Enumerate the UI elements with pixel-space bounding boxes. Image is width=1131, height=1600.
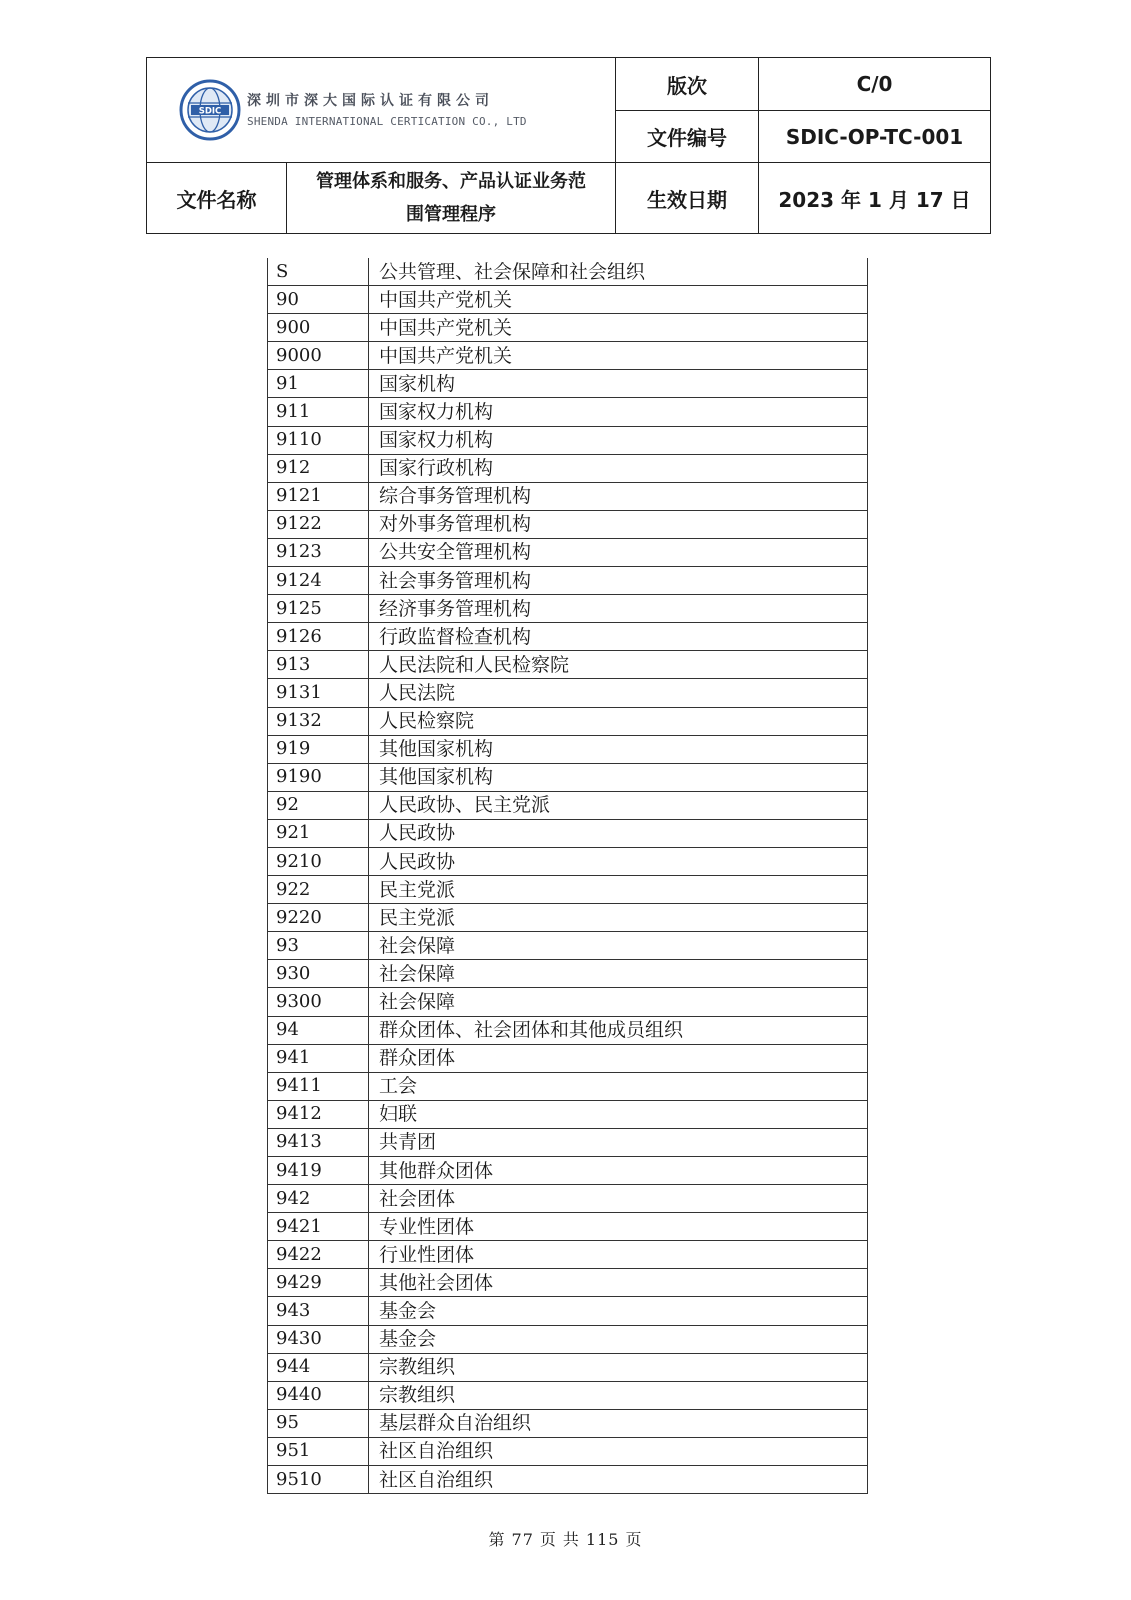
table-row: [268, 1044, 868, 1072]
table-row: [268, 1016, 868, 1044]
industry-code-cell: 919: [268, 735, 369, 763]
table-row: [268, 314, 868, 342]
industry-code-cell: 943: [268, 1297, 369, 1325]
industry-name-cell: 经济事务管理机构: [369, 595, 868, 623]
industry-name-cell: 国家权力机构: [369, 426, 868, 454]
industry-code-cell: 9413: [268, 1128, 369, 1156]
industry-name-cell: 行政监督检查机构: [369, 623, 868, 651]
industry-name-cell: 社会团体: [369, 1185, 868, 1213]
industry-name-cell: 综合事务管理机构: [369, 482, 868, 510]
industry-name-cell: 民主党派: [369, 904, 868, 932]
company-name-en: SHENDA INTERNATIONAL CERTICATION CO., LTD: [247, 114, 527, 128]
effective-date-value: 2023 年 1 月 17 日: [759, 163, 991, 234]
industry-name-cell: 妇联: [369, 1100, 868, 1128]
footer-total-pages: 115: [585, 1530, 620, 1549]
industry-code-cell: 9124: [268, 567, 369, 595]
table-row: [268, 876, 868, 904]
table-row: [268, 1466, 868, 1494]
industry-name-cell: 工会: [369, 1072, 868, 1100]
industry-name-cell: 社区自治组织: [369, 1437, 868, 1465]
industry-name-cell: 其他社会团体: [369, 1269, 868, 1297]
table-row: [268, 1325, 868, 1353]
industry-code-cell: 911: [268, 398, 369, 426]
table-row: [268, 735, 868, 763]
industry-code-cell: 9126: [268, 623, 369, 651]
table-row: [268, 1409, 868, 1437]
industry-name-cell: 国家机构: [369, 370, 868, 398]
table-row: [268, 595, 868, 623]
table-row: [268, 454, 868, 482]
industry-name-cell: 社会事务管理机构: [369, 567, 868, 595]
table-row: [268, 398, 868, 426]
industry-code-cell: 942: [268, 1185, 369, 1213]
table-row: [268, 342, 868, 370]
table-row: [268, 819, 868, 847]
industry-name-cell: 宗教组织: [369, 1353, 868, 1381]
doc-name-line2: 围管理程序: [406, 204, 496, 225]
industry-code-cell: 9220: [268, 904, 369, 932]
industry-code-cell: 9000: [268, 342, 369, 370]
industry-name-cell: 人民法院: [369, 679, 868, 707]
industry-code-table: [267, 258, 868, 1494]
table-row: [268, 1185, 868, 1213]
industry-name-cell: 群众团体、社会团体和其他成员组织: [369, 1016, 868, 1044]
industry-code-cell: 944: [268, 1353, 369, 1381]
industry-name-cell: 民主党派: [369, 876, 868, 904]
industry-name-cell: 人民政协: [369, 819, 868, 847]
table-row: [268, 1437, 868, 1465]
industry-code-cell: 951: [268, 1437, 369, 1465]
industry-code-cell: 9300: [268, 988, 369, 1016]
sdic-globe-logo-icon: [179, 79, 241, 141]
industry-code-cell: 93: [268, 932, 369, 960]
table-row: [268, 1157, 868, 1185]
industry-code-cell: 921: [268, 819, 369, 847]
page-footer: [0, 1527, 1131, 1550]
table-row: [268, 1381, 868, 1409]
footer-page-unit: 页: [539, 1530, 557, 1549]
company-logo-cell: [147, 58, 616, 163]
industry-name-cell: 人民政协: [369, 847, 868, 875]
industry-code-cell: 913: [268, 651, 369, 679]
industry-name-cell: 共青团: [369, 1128, 868, 1156]
table-row: [268, 1241, 868, 1269]
table-row: [268, 932, 868, 960]
footer-page-number: 77: [511, 1530, 534, 1549]
doc-name-value: [287, 163, 616, 234]
industry-code-cell: 9210: [268, 847, 369, 875]
industry-code-cell: 9422: [268, 1241, 369, 1269]
industry-name-cell: 国家权力机构: [369, 398, 868, 426]
industry-name-cell: 社区自治组织: [369, 1466, 868, 1494]
table-row: [268, 286, 868, 314]
industry-name-cell: 人民检察院: [369, 707, 868, 735]
industry-code-cell: 91: [268, 370, 369, 398]
industry-name-cell: 行业性团体: [369, 1241, 868, 1269]
industry-code-cell: 9421: [268, 1213, 369, 1241]
industry-name-cell: 专业性团体: [369, 1213, 868, 1241]
table-row: [268, 1297, 868, 1325]
industry-name-cell: 国家行政机构: [369, 454, 868, 482]
table-row: [268, 1072, 868, 1100]
doc-no-label: 文件编号: [616, 111, 759, 163]
footer-total-unit: 页: [625, 1530, 643, 1549]
table-row: [268, 426, 868, 454]
effective-date-label: 生效日期: [616, 163, 759, 234]
industry-name-cell: 社会保障: [369, 988, 868, 1016]
industry-code-cell: 912: [268, 454, 369, 482]
industry-code-cell: S: [268, 258, 369, 286]
company-name-cn: 深圳市深大国际认证有限公司: [247, 92, 494, 109]
doc-no-value: SDIC-OP-TC-001: [759, 111, 991, 163]
table-row: [268, 482, 868, 510]
industry-name-cell: 群众团体: [369, 1044, 868, 1072]
footer-prefix: 第: [488, 1530, 506, 1549]
industry-code-cell: 94: [268, 1016, 369, 1044]
table-row: [268, 258, 868, 286]
industry-code-cell: 95: [268, 1409, 369, 1437]
industry-name-cell: 基层群众自治组织: [369, 1409, 868, 1437]
industry-code-cell: 9190: [268, 763, 369, 791]
industry-name-cell: 社会保障: [369, 960, 868, 988]
industry-name-cell: 基金会: [369, 1297, 868, 1325]
industry-name-cell: 中国共产党机关: [369, 286, 868, 314]
table-row: [268, 538, 868, 566]
industry-code-cell: 9412: [268, 1100, 369, 1128]
doc-name-line1: 管理体系和服务、产品认证业务范: [316, 171, 586, 192]
industry-code-cell: 922: [268, 876, 369, 904]
industry-code-cell: 9440: [268, 1381, 369, 1409]
table-row: [268, 510, 868, 538]
industry-code-cell: 9430: [268, 1325, 369, 1353]
doc-name-label: 文件名称: [147, 163, 287, 234]
table-row: [268, 1128, 868, 1156]
footer-total-prefix: 共: [562, 1530, 580, 1549]
industry-code-cell: 9131: [268, 679, 369, 707]
industry-name-cell: 人民法院和人民检察院: [369, 651, 868, 679]
industry-code-cell: 92: [268, 791, 369, 819]
industry-code-cell: 9510: [268, 1466, 369, 1494]
industry-code-cell: 9122: [268, 510, 369, 538]
table-row: [268, 707, 868, 735]
industry-code-cell: 900: [268, 314, 369, 342]
industry-code-cell: 9132: [268, 707, 369, 735]
industry-name-cell: 公共管理、社会保障和社会组织: [369, 258, 868, 286]
industry-name-cell: 其他国家机构: [369, 763, 868, 791]
table-row: [268, 679, 868, 707]
industry-name-cell: 中国共产党机关: [369, 342, 868, 370]
version-value: C/0: [759, 58, 991, 111]
industry-code-cell: 930: [268, 960, 369, 988]
table-row: [268, 370, 868, 398]
document-header: [146, 57, 991, 234]
logo-mark-text: SDIC: [198, 106, 222, 117]
industry-code-cell: 9121: [268, 482, 369, 510]
version-label: 版次: [616, 58, 759, 111]
industry-name-cell: 基金会: [369, 1325, 868, 1353]
table-row: [268, 567, 868, 595]
industry-name-cell: 对外事务管理机构: [369, 510, 868, 538]
industry-code-cell: 9419: [268, 1157, 369, 1185]
industry-code-cell: 9110: [268, 426, 369, 454]
industry-code-cell: 9125: [268, 595, 369, 623]
industry-code-cell: 9411: [268, 1072, 369, 1100]
industry-name-cell: 人民政协、民主党派: [369, 791, 868, 819]
industry-name-cell: 中国共产党机关: [369, 314, 868, 342]
industry-name-cell: 其他国家机构: [369, 735, 868, 763]
table-row: [268, 988, 868, 1016]
table-row: [268, 763, 868, 791]
table-row: [268, 623, 868, 651]
industry-name-cell: 社会保障: [369, 932, 868, 960]
table-row: [268, 651, 868, 679]
table-row: [268, 847, 868, 875]
table-row: [268, 1269, 868, 1297]
table-row: [268, 960, 868, 988]
table-row: [268, 791, 868, 819]
industry-name-cell: 宗教组织: [369, 1381, 868, 1409]
industry-code-cell: 9429: [268, 1269, 369, 1297]
table-row: [268, 1353, 868, 1381]
industry-code-cell: 941: [268, 1044, 369, 1072]
industry-name-cell: 其他群众团体: [369, 1157, 868, 1185]
industry-code-cell: 90: [268, 286, 369, 314]
table-row: [268, 1213, 868, 1241]
table-row: [268, 904, 868, 932]
table-row: [268, 1100, 868, 1128]
industry-code-cell: 9123: [268, 538, 369, 566]
industry-name-cell: 公共安全管理机构: [369, 538, 868, 566]
